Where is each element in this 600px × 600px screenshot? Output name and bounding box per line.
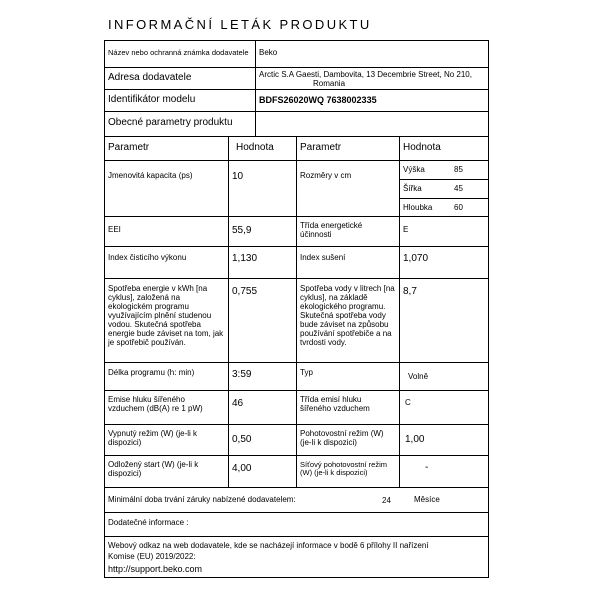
general-parameters-label: Obecné parametry produktu [108, 117, 233, 128]
support-link[interactable]: http://support.beko.com [108, 564, 203, 574]
standby-mode-value: 1,00 [405, 434, 425, 445]
off-mode-value: 0,50 [232, 434, 252, 445]
model-identifier-label: Identifikátor modelu [108, 94, 196, 105]
height-label: Výška [403, 165, 425, 174]
header-param-left: Parametr [108, 142, 150, 153]
drying-index-label: Index sušení [300, 253, 346, 262]
type-label: Typ [300, 368, 313, 377]
web-link-text-line2: Komise (EU) 2019/2022: [108, 552, 196, 561]
supplier-name-label: Název nebo ochranná známka dodavatele [108, 48, 249, 57]
standby-mode-label: Pohotovostní režim (W) (je-li k dispozici) [300, 429, 384, 447]
program-duration-value: 3:59 [232, 369, 252, 380]
warranty-label: Minimální doba trvání záruky nabízené dodavatelem: [108, 495, 296, 504]
column-divider [399, 136, 400, 487]
cleaning-index-value: 1,130 [232, 253, 258, 264]
web-link-text-line1: Webový odkaz na web dodavatele, kde se nacházejí informace v bodě 6 přílohy II nařízení [108, 541, 429, 550]
column-divider [296, 136, 297, 487]
water-consumption-value: 8,7 [403, 286, 417, 297]
column-divider [255, 40, 256, 136]
depth-value: 60 [454, 203, 463, 212]
energy-consumption-label: Spotřeba energie v kWh [na cyklus], založená na ekologickém programu využívajícím plnění studenou vodou. Skutečná spotřeba energie bude záviset na tom, jak je spotřebič používán. [108, 284, 224, 347]
type-value: Volně [408, 372, 429, 381]
supplier-address-line1: Arctic S.A Gaesti, Dambovita, 13 Decembrie Street, No 210, [259, 70, 472, 79]
row-divider [104, 487, 489, 488]
dimension-divider [399, 179, 489, 180]
dimension-divider [399, 198, 489, 199]
drying-index-value: 1,070 [403, 253, 429, 264]
row-divider [104, 111, 489, 112]
warranty-unit: Měsíce [414, 495, 440, 504]
capacity-label: Jmenovitá kapacita (ps) [108, 171, 193, 180]
cleaning-index-label: Index čisticího výkonu [108, 253, 187, 262]
noise-emission-value: 46 [232, 398, 244, 409]
header-param-right: Parametr [300, 142, 342, 153]
width-label: Šířka [403, 184, 422, 193]
row-divider [104, 512, 489, 513]
noise-class-label: Třída emisí hluku šířeného vzduchem [300, 395, 370, 413]
column-divider [228, 136, 229, 487]
energy-class-label: Třída energetické účinnosti [300, 221, 363, 239]
height-value: 85 [454, 165, 463, 174]
warranty-value: 24 [382, 496, 391, 505]
off-mode-label: Vypnutý režim (W) (je-li k dispozici) [108, 429, 198, 447]
row-divider [104, 89, 489, 90]
eei-label: EEI [108, 225, 121, 234]
network-standby-value: - [425, 462, 429, 473]
energy-consumption-value: 0,755 [232, 286, 258, 297]
supplier-address-line2: Romania [313, 79, 346, 88]
delay-start-value: 4,00 [232, 463, 252, 474]
row-divider [104, 67, 489, 68]
model-identifier-value: BDFS26020WQ 7638002335 [259, 95, 377, 105]
eei-value: 55,9 [232, 225, 252, 236]
network-standby-label: Síťový pohotovostní režim (W) (je-li k dispozici) [300, 460, 388, 478]
supplier-address-label: Adresa dodavatele [108, 72, 192, 83]
energy-class-value: E [403, 225, 409, 234]
row-divider [104, 536, 489, 537]
supplier-name-value: Beko [259, 48, 278, 57]
header-value-right: Hodnota [403, 142, 441, 153]
width-value: 45 [454, 184, 463, 193]
header-value-left: Hodnota [236, 142, 274, 153]
noise-emission-label: Emise hluku šířeného vzduchem (dB(A) re 1 pW) [108, 395, 203, 413]
noise-class-value: C [405, 398, 411, 407]
delay-start-label: Odložený start (W) (je-li k dispozici) [108, 460, 199, 478]
depth-label: Hloubka [403, 203, 433, 212]
capacity-value: 10 [232, 171, 244, 182]
dimensions-label: Rozměry v cm [300, 171, 352, 180]
additional-info-label: Dodatečné informace : [108, 518, 189, 527]
water-consumption-label: Spotřeba vody v litrech [na cyklus], na základě ekologického programu. Skutečná spotřeba vody bude záviset na způsobu používání spotřebiče a na tvrdosti vody. [300, 284, 395, 347]
document-title: INFORMAČNÍ LETÁK PRODUKTU [108, 17, 372, 32]
program-duration-label: Délka programu (h: min) [108, 368, 195, 377]
